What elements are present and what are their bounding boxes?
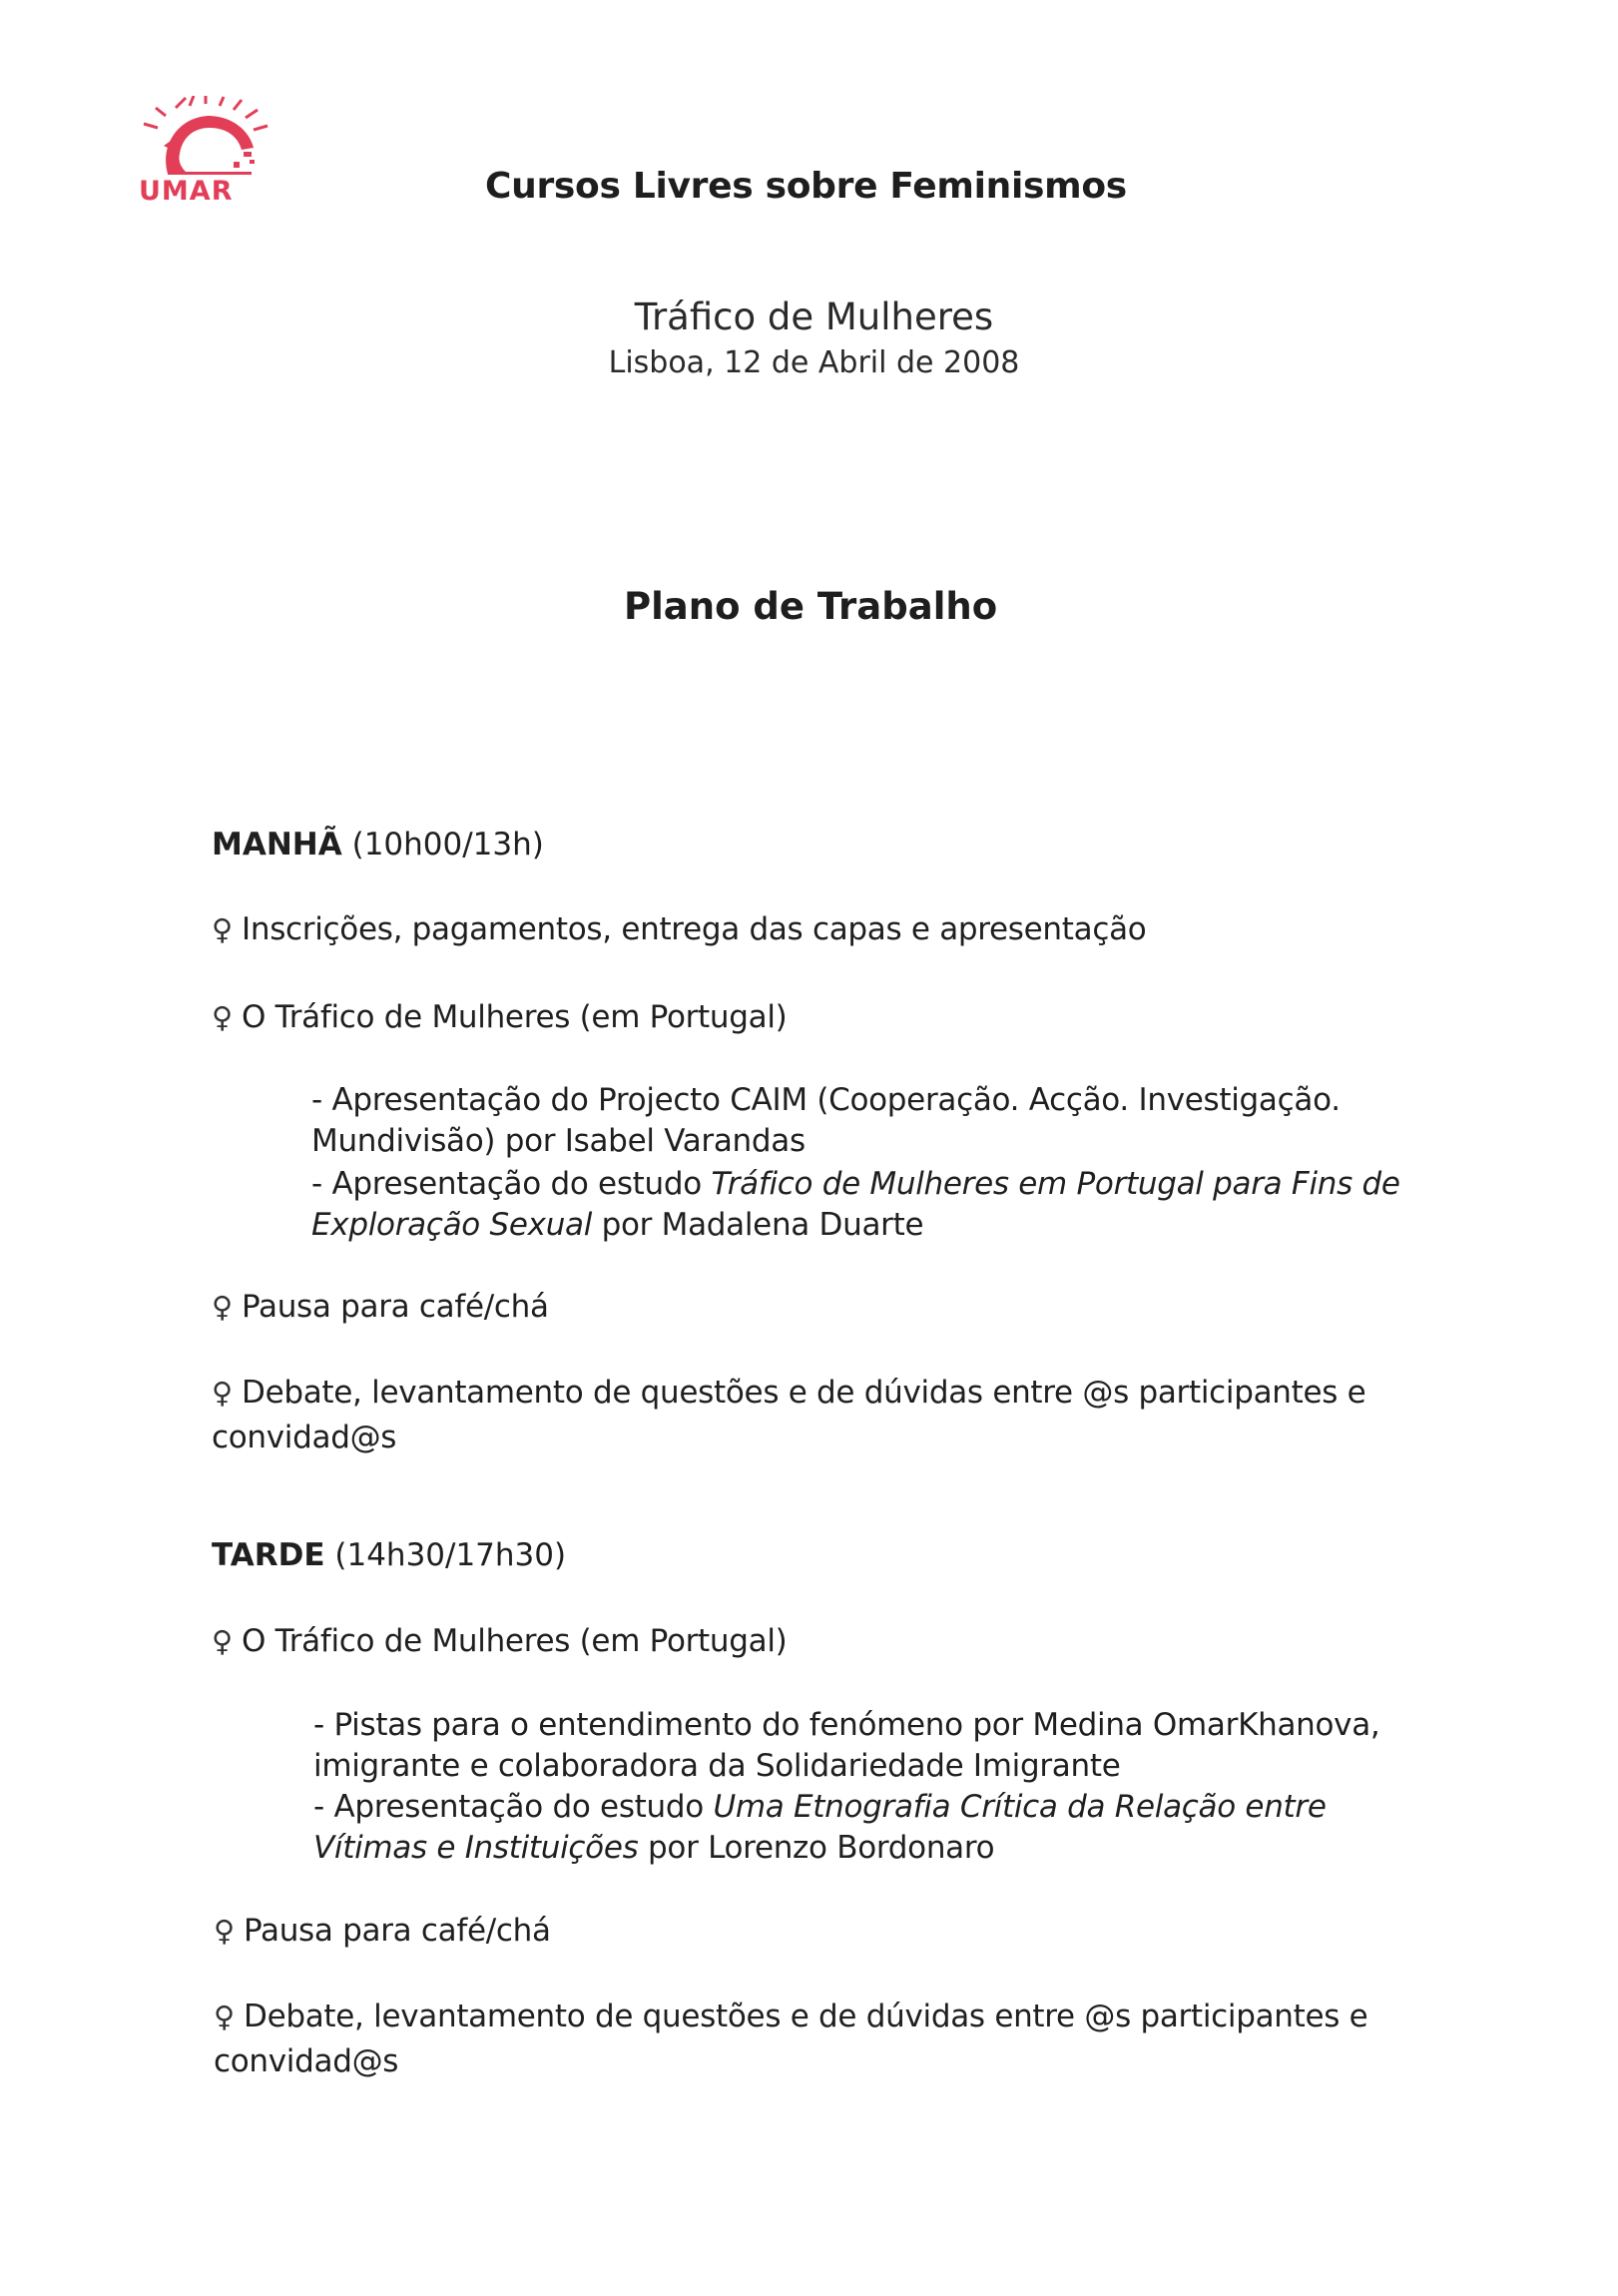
- female-symbol-icon: ♀: [214, 1914, 235, 1948]
- study-title: Exploração Sexual: [311, 1207, 593, 1243]
- afternoon-item-text: Debate, levantamento de questões e de dúvidas entre @s participantes e: [244, 1999, 1368, 2034]
- afternoon-item: [212, 1619, 1409, 1664]
- study-title: Vítimas e Instituições: [313, 1830, 639, 1866]
- afternoon-item: [214, 1909, 1411, 1954]
- morning-item-text: Inscrições, pagamentos, entrega das capas e apresentação: [242, 911, 1147, 947]
- afternoon-sub-2: [313, 1787, 1411, 1869]
- morning-item-text: O Tráfico de Mulheres (em Portugal): [242, 999, 788, 1035]
- sub-suffix: por Madalena Duarte: [592, 1207, 924, 1243]
- female-symbol-icon: ♀: [212, 1624, 233, 1658]
- morning-time: (10h00/13h): [351, 827, 544, 862]
- sub-line: Mundivisão) por Isabel Varandas: [311, 1123, 806, 1159]
- afternoon-time: (14h30/17h30): [334, 1537, 567, 1573]
- study-title: Tráfico de Mulheres em Portugal para Fins de: [711, 1166, 1400, 1202]
- female-symbol-icon: ♀: [212, 1000, 233, 1034]
- afternoon-item-text: Pausa para café/chá: [244, 1913, 551, 1949]
- morning-sub-1: [311, 1080, 1409, 1162]
- sub-prefix: - Apresentação do estudo: [311, 1166, 712, 1202]
- morning-item: [212, 995, 1409, 1040]
- afternoon-item: [214, 1995, 1411, 2084]
- morning-item: [212, 1285, 1409, 1330]
- morning-item-text: convidad@s: [212, 1420, 397, 1455]
- plan-title: Plano de Trabalho: [624, 585, 998, 628]
- afternoon-sub-1: [313, 1705, 1411, 1787]
- sub-line: - Apresentação do Projecto CAIM (Cooperação. Acção. Investigação.: [311, 1082, 1341, 1118]
- afternoon-item-text: O Tráfico de Mulheres (em Portugal): [242, 1623, 788, 1659]
- morning-item-text: Pausa para café/chá: [242, 1289, 549, 1325]
- morning-item: [212, 1371, 1409, 1460]
- afternoon-item-text: convidad@s: [214, 2043, 399, 2079]
- morning-sub-2: [311, 1164, 1409, 1246]
- female-symbol-icon: ♀: [212, 912, 233, 946]
- afternoon-heading: [212, 1537, 566, 1573]
- sub-suffix: por Lorenzo Bordonaro: [638, 1830, 995, 1866]
- morning-item: [212, 907, 1409, 952]
- study-title: Uma Etnografia Crítica da Relação entre: [713, 1789, 1327, 1825]
- sub-prefix: - Apresentação do estudo: [313, 1789, 714, 1825]
- course-title: Cursos Livres sobre Feminismos: [485, 166, 1127, 207]
- event-subtitle: Lisboa, 12 de Abril de 2008: [608, 345, 1020, 380]
- morning-item-text: Debate, levantamento de questões e de dúvidas entre @s participantes e: [242, 1375, 1366, 1411]
- sub-line: - Pistas para o entendimento do fenómeno por Medina OmarKhanova,: [313, 1707, 1380, 1743]
- morning-label: MANHÃ: [212, 827, 342, 862]
- sub-line: imigrante e colaboradora da Solidariedade Imigrante: [313, 1748, 1121, 1784]
- female-symbol-icon: ♀: [212, 1376, 233, 1410]
- event-title: Tráfico de Mulheres: [634, 295, 994, 338]
- logo-text: UMAR: [139, 176, 234, 207]
- female-symbol-icon: ♀: [212, 1290, 233, 1324]
- female-symbol-icon: ♀: [214, 2000, 235, 2033]
- morning-heading: [212, 827, 544, 862]
- afternoon-label: TARDE: [212, 1537, 325, 1573]
